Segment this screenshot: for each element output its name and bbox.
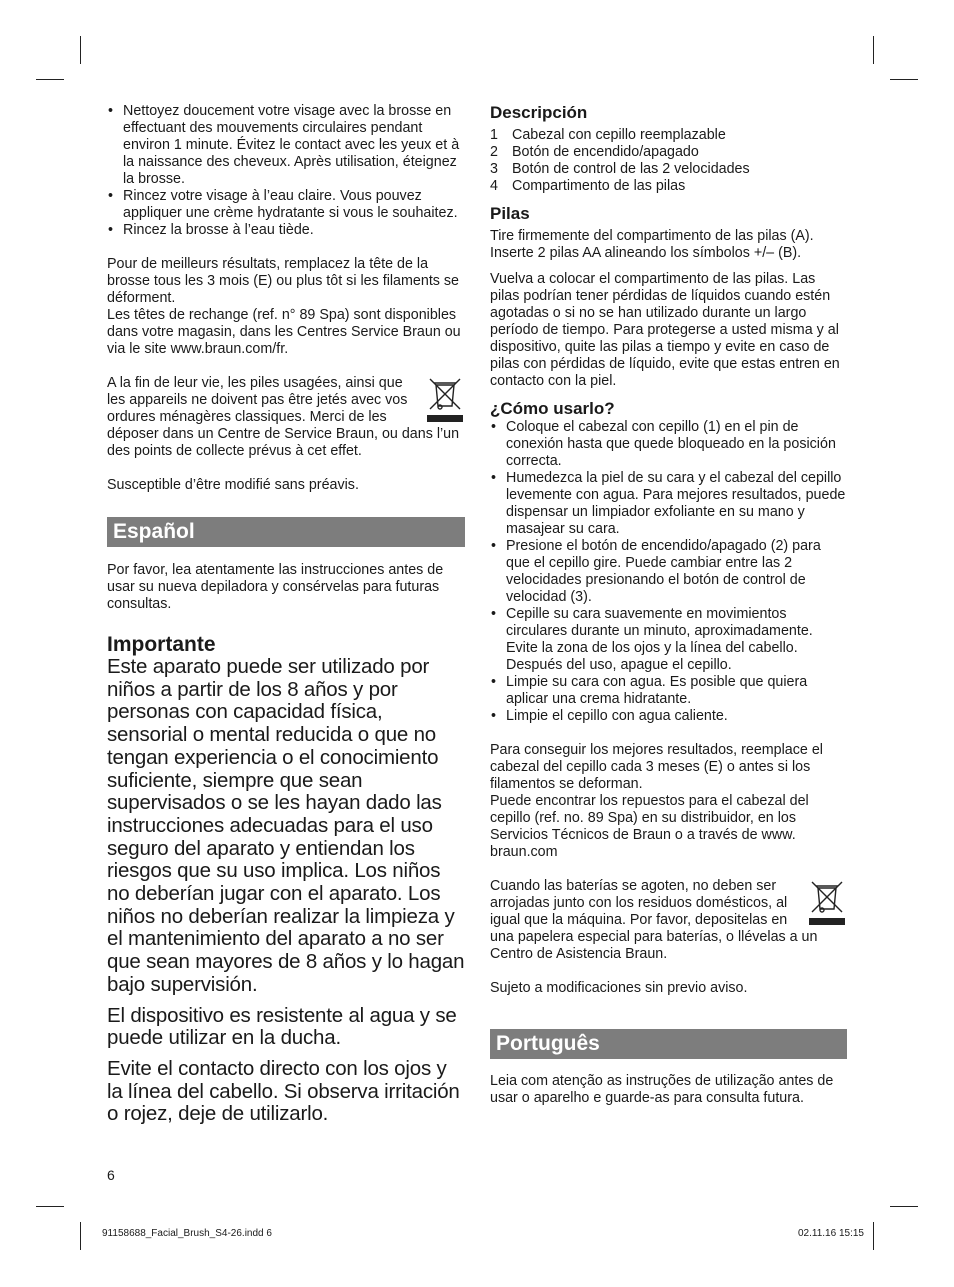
crop-mark: [80, 1222, 81, 1250]
pt-intro: Leia com atenção as instruções de utilização antes de usar o aparelho e guarde-as para consulta futura.: [490, 1073, 834, 1106]
list-item: [490, 144, 847, 161]
fr-usage-list: [107, 103, 465, 239]
file-name: 91158688_Facial_Brush_S4-26.indd 6: [102, 1228, 272, 1239]
es-important-heading: Importante: [107, 633, 216, 656]
print-date: 02.11.16 15:15: [798, 1228, 864, 1239]
item-number: 3: [490, 161, 498, 177]
es-intro: Por favor, lea atentamente las instrucciones antes de usar su nueva depiladora y consérvelas para futuras consultas.: [107, 562, 444, 612]
crop-mark: [36, 1206, 64, 1207]
es-disposal-text: Cuando las baterías se agoten, no deben ser arrojadas junto con los residuos domésticos, al igual que la máquina. Por favor, depositelas en una papelera especial para baterías, o llévelas a un Centro de Asistencia Braun.: [490, 878, 818, 962]
list-item: [490, 161, 847, 178]
es-important-paragraph: Este aparato puede ser utilizado por niños a partir de los 8 años y por personas con capacidad física, sensorial o mental reducida o que no tengan experiencia o el conocimiento suficiente, siempre que sean supervisados o se les hayan dado las instrucciones adecuadas para el uso seguro del aparato y entiendan los riesgos que su uso implica. Los niños no deberían jugar con el aparato. Los niños no deberían realizar la limpieza y el mantenimiento del aparato a no ser que sean mayores de 8 años y lo hagan bajo supervisión.: [107, 655, 465, 996]
list-item: • Cepille su cara suavemente en movimientos circulares durante un minuto, aproximadamente. Evite la zona de los ojos y la línea del cabello. Después del uso, apague el cepillo.: [490, 606, 847, 674]
item-text: Cabezal con cepillo reemplazable: [512, 127, 726, 143]
list-item: • Rincez la brosse à l’eau tiède.: [107, 222, 465, 239]
fr-disposal-block: [107, 375, 465, 460]
description-heading: Descripción: [490, 103, 588, 122]
section-header-portugues: Português: [490, 1029, 847, 1059]
list-item: • Rincez votre visage à l’eau claire. Vous pouvez appliquer une crème hydratante si vous le souhaitez.: [107, 188, 465, 222]
es-replacement-paragraph: Puede encontrar los repuestos para el cabezal del cepillo (ref. no. 89 Spa) en su distribuidor, en los Servicios Técnicos de Braun o a través de www. braun.com: [490, 793, 809, 860]
usage-heading: ¿Cómo usarlo?: [490, 399, 615, 418]
page-number: 6: [107, 1167, 115, 1183]
item-number: 1: [490, 127, 498, 143]
es-waterproof-paragraph: El dispositivo es resistente al agua y se puede utilizar en la ducha.: [107, 1003, 457, 1050]
section-header-espanol: Español: [107, 517, 465, 547]
es-disposal-block: [490, 878, 847, 963]
item-number: 4: [490, 178, 498, 194]
es-notice: Sujeto a modificaciones sin previo aviso.: [490, 980, 748, 996]
batteries-heading: Pilas: [490, 204, 530, 223]
description-list: [490, 127, 847, 195]
list-item: • Humedezca la piel de su cara y el cabezal del cepillo levemente con agua. Para mejores resultados, puede dispensar un limpiador exfoliante en su mano y masajear su cara.: [490, 470, 847, 538]
item-number: 2: [490, 144, 498, 160]
list-item: • Limpie el cepillo con agua caliente.: [490, 708, 847, 725]
right-column: [490, 103, 847, 1107]
fr-results-paragraph: Pour de meilleurs résultats, remplacez la tête de la brosse tous les 3 mois (E) ou plus tôt si les filaments se déforment.: [107, 256, 460, 306]
list-item: • Coloque el cabezal con cepillo (1) en el pin de conexión hasta que quede bloqueado en la posición correcta.: [490, 419, 847, 470]
list-item: • Limpie su cara con agua. Es posible que quiera aplicar una crema hidratante.: [490, 674, 847, 708]
list-item: [490, 178, 847, 195]
crop-mark: [80, 36, 81, 64]
crossed-out-wheelie-bin-icon: [425, 375, 465, 423]
es-results-paragraph: Para conseguir los mejores resultados, reemplace el cabezal del cepillo cada 3 meses (E) o antes si los filamentos se deforman.: [490, 742, 823, 792]
fr-notice: Susceptible d’être modifié sans préavis.: [107, 477, 359, 493]
list-item: • Presione el botón de encendido/apagado (2) para que el cepillo gire. Puede cambiar entre las 2 velocidades presionando el botón de control de velocidad (3).: [490, 538, 847, 606]
left-column: [107, 103, 465, 1126]
list-item: • Nettoyez doucement votre visage avec la brosse en effectuant des mouvements circulaires pendant environ 1 minute. Évitez le contact avec les yeux et à la naissance des cheveux. Après utilisation, éteignez la brosse.: [107, 103, 465, 188]
fr-replacement-paragraph: Les têtes de rechange (ref. n° 89 Spa) sont disponibles dans votre magasin, dans les Centres Service Braun ou via le site www.braun.com/fr.: [107, 307, 461, 357]
crop-mark: [873, 36, 874, 64]
batteries-warning-paragraph: Vuelva a colocar el compartimento de las pilas. Las pilas podrían tener pérdidas de líquidos cuando estén agotadas o si no se han utilizado durante un largo período de tiempo. Para protegerse a usted misma y al dispositivo, quite las pilas a tiempo y evite en caso de pilas con pérdidas de líquido, evite que estas entren en contacto con la piel.: [490, 271, 840, 389]
crop-mark: [873, 1222, 874, 1250]
crop-mark: [890, 1206, 918, 1207]
crop-mark: [36, 79, 64, 80]
es-eye-warning-paragraph: Evite el contacto directo con los ojos y la línea del cabello. Si observa irritación o rojez, deje de utilizarlo.: [107, 1056, 460, 1126]
crop-mark: [890, 79, 918, 80]
list-item: [490, 127, 847, 144]
crossed-out-wheelie-bin-icon: [807, 878, 847, 926]
es-usage-list: [490, 419, 847, 725]
fr-disposal-text: A la fin de leur vie, les piles usagées, ainsi que les appareils ne doivent pas être jetés avec vos ordures ménagères classiques. Merci de les déposer dans un Centre de Service Braun, ou dans l’un des points de collecte prévus à cet effet.: [107, 375, 460, 459]
item-text: Compartimento de las pilas: [512, 178, 686, 194]
item-text: Botón de encendido/apagado: [512, 144, 699, 160]
item-text: Botón de control de las 2 velocidades: [512, 161, 750, 177]
batteries-insert-paragraph: Tire firmemente del compartimento de las pilas (A). Inserte 2 pilas AA alineando los símbolos +/– (B).: [490, 228, 814, 261]
